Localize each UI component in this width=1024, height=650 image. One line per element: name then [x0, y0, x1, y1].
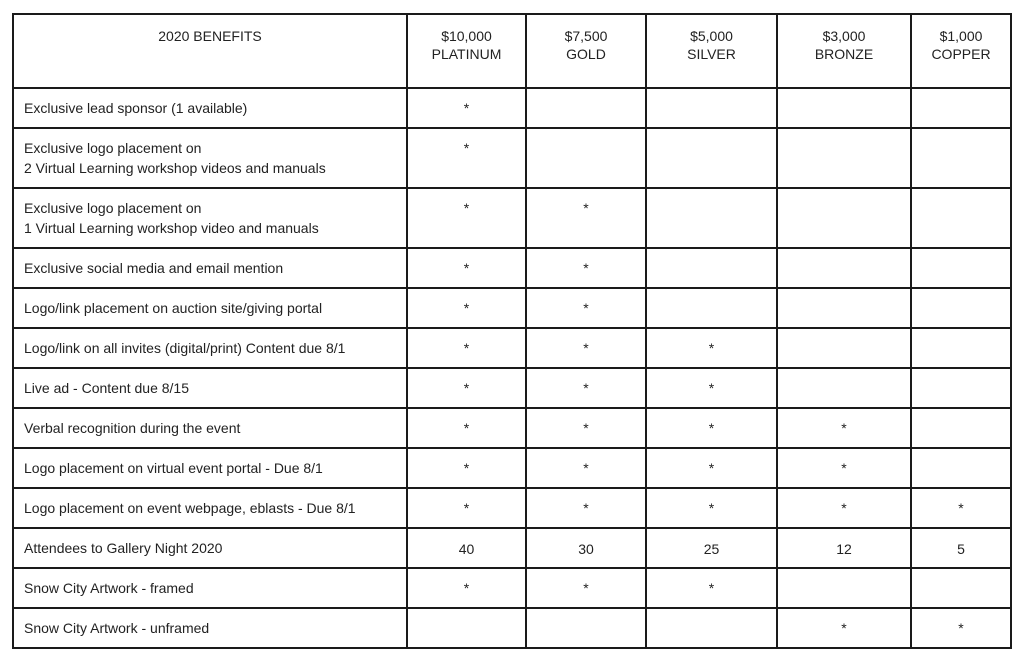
tier-value-cell	[911, 528, 1011, 568]
benefit-label-cell	[13, 368, 407, 408]
benefits-table	[12, 13, 1012, 649]
tier-value: *	[583, 200, 589, 216]
benefit-label-cell	[13, 448, 407, 488]
tier-value: *	[958, 500, 964, 516]
tier-value: *	[708, 340, 715, 356]
tier-value-cell	[911, 448, 1011, 488]
tier-amount: $1,000	[939, 28, 983, 44]
benefit-label-cell	[13, 608, 407, 648]
tier-header-platinum	[407, 14, 526, 88]
tier-value-cell	[407, 488, 526, 528]
benefit-label: 1 Virtual Learning workshop video and manuals	[24, 220, 319, 236]
tier-value-cell	[526, 528, 646, 568]
tier-value-cell	[911, 328, 1011, 368]
tier-value-cell	[646, 328, 777, 368]
tier-value-cell	[526, 128, 646, 188]
tier-value-cell	[526, 188, 646, 248]
tier-value: *	[463, 300, 470, 316]
benefit-label: Snow City Artwork - unframed	[24, 620, 210, 636]
tier-value-cell	[407, 408, 526, 448]
table-row	[13, 128, 1011, 188]
tier-value: 5	[957, 541, 965, 557]
tier-value: *	[708, 460, 715, 476]
tier-value-cell	[911, 568, 1011, 608]
tier-value-cell	[526, 88, 646, 128]
tier-value: *	[708, 420, 715, 436]
tier-value-cell	[646, 288, 777, 328]
tier-header-copper	[911, 14, 1011, 88]
benefit-label-cell	[13, 568, 407, 608]
tier-value-cell	[777, 88, 911, 128]
table-body	[13, 88, 1011, 648]
tier-value-cell	[646, 368, 777, 408]
tier-value: *	[463, 200, 470, 216]
table-row	[13, 248, 1011, 288]
tier-value-cell	[407, 328, 526, 368]
benefit-label: Exclusive social media and email mention	[24, 260, 284, 276]
benefit-label: Exclusive logo placement on	[24, 140, 202, 156]
tier-value-cell	[911, 488, 1011, 528]
tier-value-cell	[777, 188, 911, 248]
tier-value-cell	[407, 608, 526, 648]
tier-value-cell	[526, 608, 646, 648]
tier-value: 40	[458, 541, 475, 557]
benefit-label: Attendees to Gallery Night 2020	[24, 540, 223, 556]
tier-value-cell	[526, 408, 646, 448]
table-row	[13, 328, 1011, 368]
tier-value: 30	[578, 541, 594, 557]
table-row	[13, 368, 1011, 408]
tier-value-cell	[646, 528, 777, 568]
benefits-header-label: 2020 BENEFITS	[158, 28, 262, 44]
table-row	[13, 488, 1011, 528]
benefit-label: Logo placement on event webpage, eblasts - Due 8/1	[24, 500, 356, 516]
tier-value-cell	[646, 488, 777, 528]
benefit-label: Logo placement on virtual event portal - Due 8/1	[24, 460, 323, 476]
tier-name: COPPER	[931, 46, 991, 62]
tier-value-cell	[777, 128, 911, 188]
tier-value: *	[583, 420, 589, 436]
tier-value: *	[463, 340, 470, 356]
tier-value: *	[463, 140, 470, 156]
table-row	[13, 528, 1011, 568]
benefit-label-cell	[13, 188, 407, 248]
tier-value-cell	[911, 408, 1011, 448]
tier-value-cell	[777, 328, 911, 368]
tier-value-cell	[526, 328, 646, 368]
tier-value: *	[463, 100, 470, 116]
tier-value-cell	[526, 488, 646, 528]
tier-value: *	[583, 380, 589, 396]
table-row	[13, 448, 1011, 488]
tier-value-cell	[777, 608, 911, 648]
tier-header-silver	[646, 14, 777, 88]
tier-value-cell	[646, 88, 777, 128]
tier-value-cell	[911, 88, 1011, 128]
tier-value-cell	[777, 488, 911, 528]
tier-value-cell	[526, 248, 646, 288]
benefit-label-cell	[13, 488, 407, 528]
tier-value-cell	[407, 248, 526, 288]
tier-value-cell	[777, 288, 911, 328]
tier-amount: $5,000	[690, 28, 733, 44]
tier-value: *	[708, 380, 715, 396]
benefit-label: 2 Virtual Learning workshop videos and manuals	[24, 160, 326, 176]
tier-value-cell	[777, 568, 911, 608]
table-row	[13, 608, 1011, 648]
tier-value: *	[463, 580, 470, 596]
tier-amount: $3,000	[822, 28, 866, 44]
benefit-label: Exclusive lead sponsor (1 available)	[24, 100, 248, 116]
tier-name: SILVER	[687, 46, 736, 62]
table-row	[13, 568, 1011, 608]
benefit-label: Exclusive logo placement on	[24, 200, 202, 216]
tier-value-cell	[911, 188, 1011, 248]
benefit-label-cell	[13, 248, 407, 288]
tier-value-cell	[407, 368, 526, 408]
benefit-label-cell	[13, 328, 407, 368]
tier-value: *	[463, 460, 470, 476]
benefit-label-cell	[13, 88, 407, 128]
benefit-label: Logo/link placement on auction site/giving portal	[24, 300, 323, 316]
tier-value-cell	[777, 408, 911, 448]
benefits-column-header	[13, 14, 407, 88]
tier-header-bronze	[777, 14, 911, 88]
tier-value-cell	[646, 248, 777, 288]
header-row	[13, 14, 1011, 88]
tier-value: *	[958, 620, 964, 636]
benefit-label: Live ad - Content due 8/15	[24, 380, 190, 396]
table-row	[13, 88, 1011, 128]
table-row	[13, 188, 1011, 248]
tier-value-cell	[526, 288, 646, 328]
tier-value: *	[841, 620, 847, 636]
tier-value: *	[583, 300, 589, 316]
tier-value-cell	[526, 568, 646, 608]
tier-value: *	[841, 420, 847, 436]
tier-value-cell	[526, 448, 646, 488]
tier-value-cell	[407, 528, 526, 568]
tier-value-cell	[407, 88, 526, 128]
tier-name: PLATINUM	[431, 46, 502, 62]
tier-value-cell	[911, 608, 1011, 648]
tier-value-cell	[646, 448, 777, 488]
tier-value-cell	[646, 188, 777, 248]
tier-value-cell	[777, 368, 911, 408]
tier-value: *	[583, 340, 589, 356]
tier-value: *	[583, 260, 589, 276]
tier-value-cell	[911, 288, 1011, 328]
tier-value: *	[583, 460, 589, 476]
tier-value-cell	[646, 608, 777, 648]
tier-value-cell	[646, 128, 777, 188]
tier-name: BRONZE	[814, 46, 874, 62]
benefit-label: Logo/link on all invites (digital/print) Content due 8/1	[24, 340, 346, 356]
table-row	[13, 288, 1011, 328]
tier-value: *	[463, 260, 470, 276]
tier-amount: $7,500	[564, 28, 608, 44]
tier-value: 12	[836, 541, 852, 557]
tier-value-cell	[407, 188, 526, 248]
tier-value-cell	[646, 568, 777, 608]
tier-value-cell	[777, 528, 911, 568]
tier-value: *	[583, 580, 589, 596]
tier-value-cell	[777, 248, 911, 288]
tier-value: *	[463, 380, 470, 396]
tier-value-cell	[911, 368, 1011, 408]
tier-value-cell	[911, 128, 1011, 188]
benefit-label: Verbal recognition during the event	[24, 420, 241, 436]
tier-amount: $10,000	[441, 28, 492, 44]
tier-value-cell	[777, 448, 911, 488]
tier-value-cell	[407, 568, 526, 608]
benefit-label-cell	[13, 408, 407, 448]
benefit-label-cell	[13, 288, 407, 328]
tier-value: *	[463, 420, 470, 436]
tier-header-gold	[526, 14, 646, 88]
tier-value: *	[463, 500, 470, 516]
tier-value: *	[708, 500, 715, 516]
tier-value-cell	[911, 248, 1011, 288]
benefit-label-cell	[13, 128, 407, 188]
benefits-sheet	[12, 13, 1012, 649]
tier-value: *	[583, 500, 589, 516]
benefit-label: Snow City Artwork - framed	[24, 580, 194, 596]
tier-value-cell	[407, 448, 526, 488]
tier-value: *	[708, 580, 715, 596]
benefit-label-cell	[13, 528, 407, 568]
tier-value: *	[841, 500, 847, 516]
tier-value-cell	[646, 408, 777, 448]
tier-value: 25	[703, 541, 720, 557]
tier-value-cell	[526, 368, 646, 408]
tier-name: GOLD	[566, 46, 606, 62]
tier-value-cell	[407, 128, 526, 188]
tier-value: *	[841, 460, 847, 476]
tier-value-cell	[407, 288, 526, 328]
table-row	[13, 408, 1011, 448]
